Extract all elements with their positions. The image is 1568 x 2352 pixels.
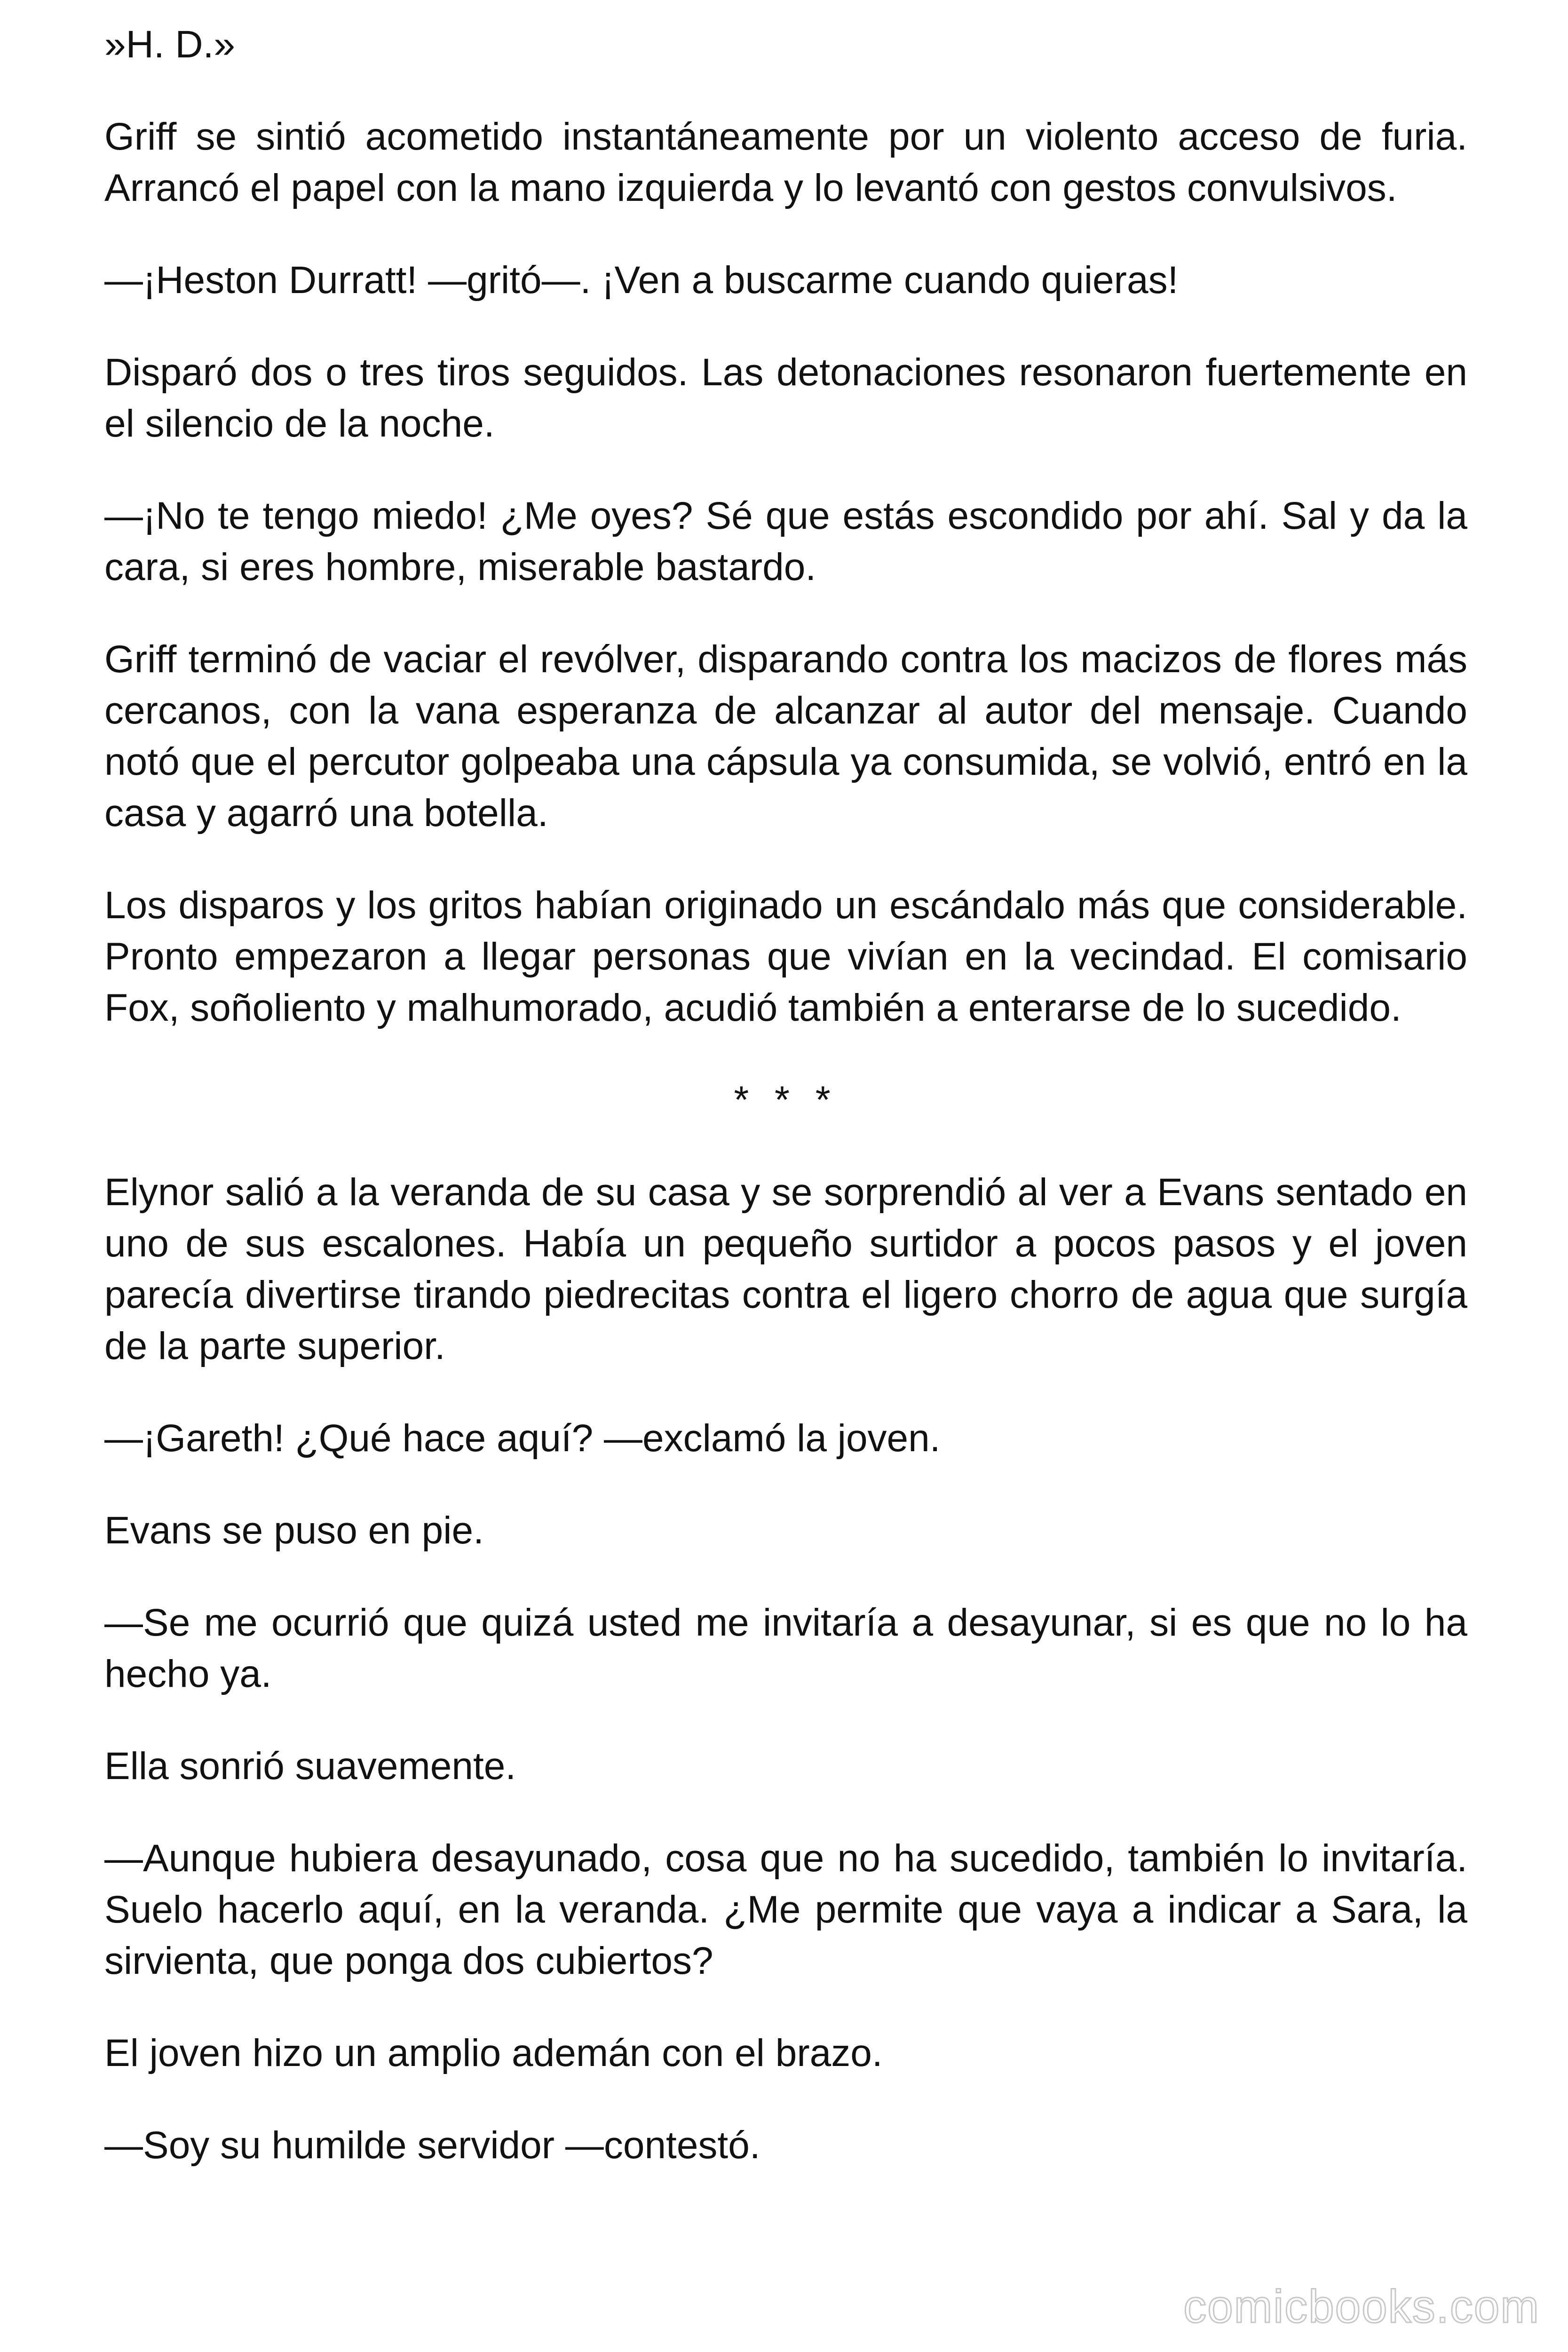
dialogue-paragraph: —¡Heston Durratt! —gritó—. ¡Ven a buscarme cuando quieras!	[104, 259, 1179, 302]
dialogue-paragraph: —¡No te tengo miedo! ¿Me oyes? Sé que estás escondido por ahí. Sal y da la cara, si eres hombre, miserable bastardo.	[104, 494, 1467, 588]
paragraph: Griff terminó de vaciar el revólver, disparando contra los macizos de flores más cercanos, con la vana esperanza de alcanzar al autor del mensaje. Cuando notó que el percutor golpeaba una cápsula ya consumida, se volvió, entró en la casa y agarró una botella.	[104, 638, 1467, 834]
dialogue-paragraph: —Aunque hubiera desayunado, cosa que no ha sucedido, también lo invitaría. Suelo hacerlo aquí, en la veranda. ¿Me permite que vaya a indicar a Sara, la sirvienta, que ponga dos cubiertos?	[104, 1837, 1467, 1982]
paragraph: Ella sonrió suavemente.	[104, 1745, 516, 1788]
scene-separator: * * *	[734, 1079, 838, 1121]
text-column	[104, 19, 1467, 2212]
paragraph: El joven hizo un amplio ademán con el brazo.	[104, 2032, 883, 2074]
paragraph: Griff se sintió acometido instantáneamente por un violento acceso de furia. Arrancó el papel con la mano izquierda y lo levantó con gestos convulsivos.	[104, 115, 1467, 209]
paragraph: Disparó dos o tres tiros seguidos. Las detonaciones resonaron fuertemente en el silencio de la noche.	[104, 351, 1467, 445]
dialogue-paragraph: —Se me ocurrió que quizá usted me invitaría a desayunar, si es que no lo ha hecho ya.	[104, 1601, 1467, 1695]
dialogue-paragraph: —¡Gareth! ¿Qué hace aquí? —exclamó la joven.	[104, 1417, 941, 1460]
watermark: comicbooks.com	[1183, 2280, 1540, 2332]
paragraph: Los disparos y los gritos habían originado un escándalo más que considerable. Pronto empezaron a llegar personas que vivían en la vecindad. El comisario Fox, soñoliento y malhumorado, acudió también a enterarse de lo sucedido.	[104, 884, 1467, 1029]
paragraph: Elynor salió a la veranda de su casa y se sorprendió al ver a Evans sentado en uno de sus escalones. Había un pequeño surtidor a pocos pasos y el joven parecía divertirse tirando piedrecitas contra el ligero chorro de agua que surgía de la parte superior.	[104, 1171, 1467, 1367]
paragraph: Evans se puso en pie.	[104, 1509, 484, 1552]
signature-line: »H. D.»	[104, 23, 235, 66]
dialogue-paragraph: —Soy su humilde servidor —contestó.	[104, 2124, 760, 2167]
